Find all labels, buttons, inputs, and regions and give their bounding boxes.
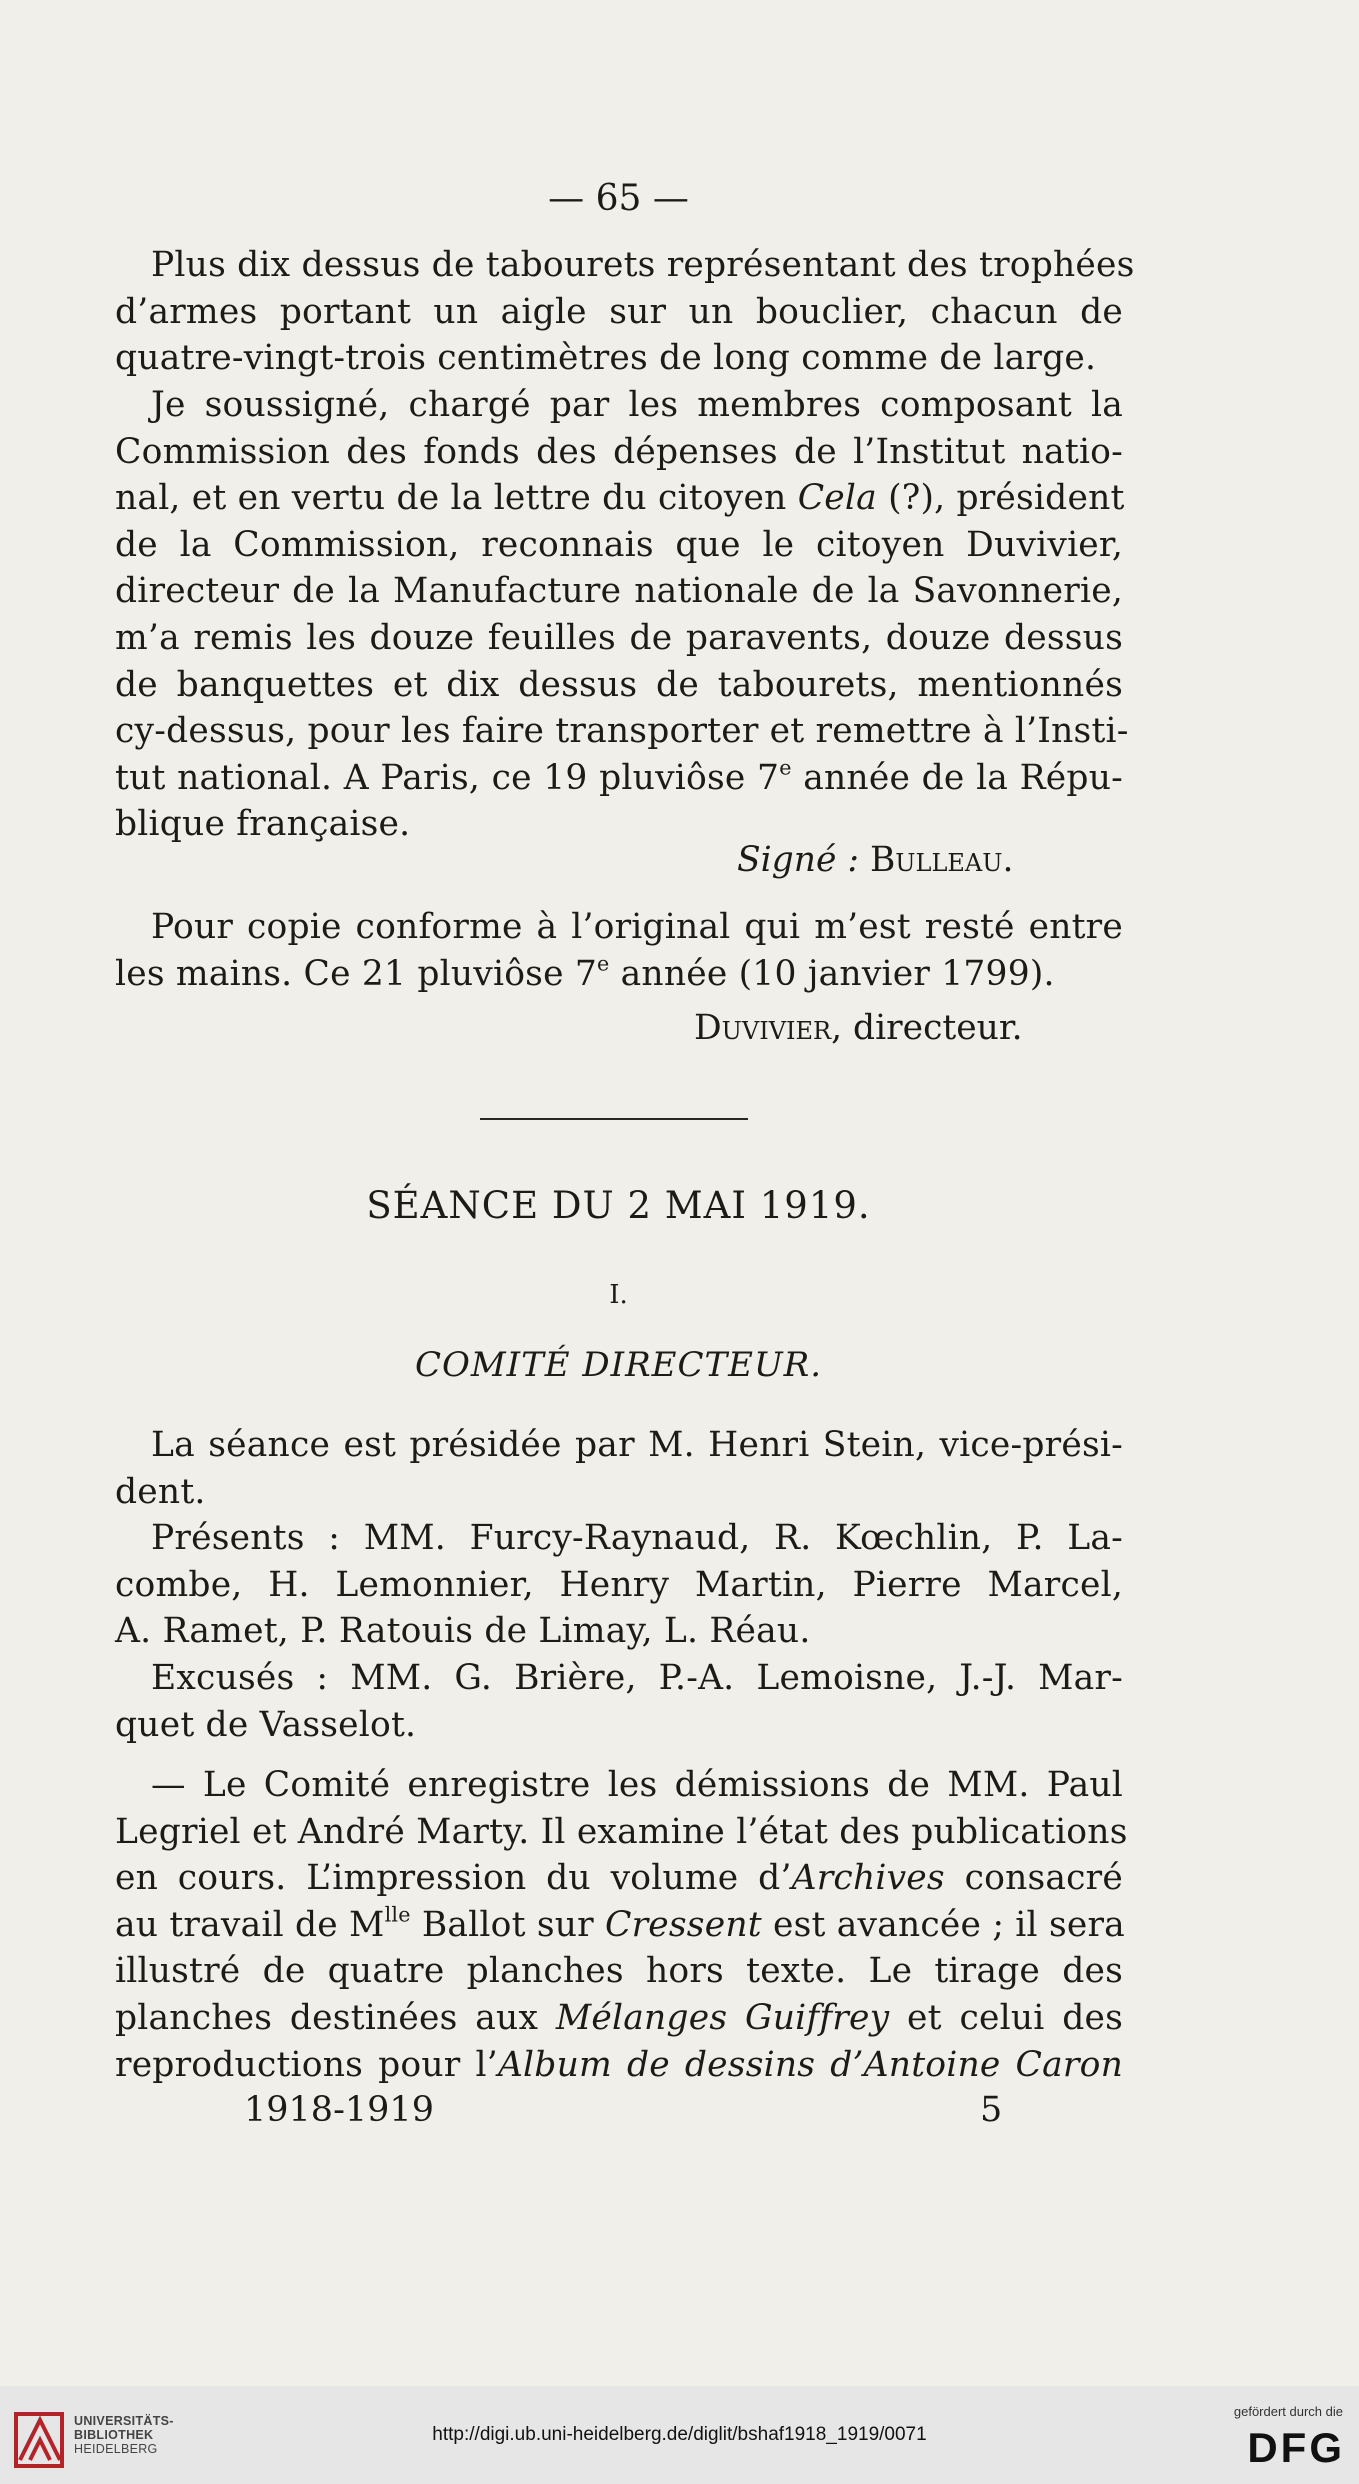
paragraph-excuses (115, 1655, 1123, 1748)
text-line: Excusés : MM. G. Brière, P.-A. Lemoisne, J.-J. Mar- (151, 1658, 1123, 1698)
signature-duvivier: Duvivier, directeur. (694, 1008, 1023, 1048)
text-line: de banquettes et dix dessus de tabourets, mentionnés (115, 664, 1123, 705)
dfg-logo: DFG (1247, 2424, 1345, 2471)
paragraph-tabourets (115, 242, 1135, 382)
text-line: Plus dix dessus de tabourets représentant des trophées (151, 245, 1135, 285)
text-line: Pour copie conforme à l’original qui m’est resté entre (151, 907, 1123, 947)
document-url[interactable]: http://digi.ub.uni-heidelberg.de/diglit/bshaf1918_1919/0071 (432, 2424, 927, 2445)
text-line: nal, et en vertu de la lettre du citoyen Cela (?), président (115, 478, 1125, 519)
text-line: quatre-vingt-trois centimètres de long comme de large. (115, 338, 1097, 379)
paragraph-presents (115, 1515, 1123, 1655)
text-line: quet de Vasselot. (115, 1704, 417, 1745)
text-line: reproductions pour l’Album de dessins d’Antoine Caron (115, 2044, 1123, 2085)
text-line: tut national. A Paris, ce 19 pluviôse 7e année de la Répu- (115, 755, 1123, 798)
section-divider (480, 1118, 748, 1120)
text-line: m’a remis les douze feuilles de paravents, douze dessus (115, 617, 1123, 658)
university-library-name: UNIVERSITÄTS- BIBLIOTHEK HEIDELBERG (74, 2414, 174, 2456)
text-line: de la Commission, reconnais que le citoyen Duvivier, (115, 524, 1123, 565)
paragraph-presidence (115, 1422, 1123, 1515)
text-line: planches destinées aux Mélanges Guiffrey et celui des (115, 1997, 1124, 2038)
paragraph-copie (115, 904, 1123, 997)
text-line: en cours. L’impression du volume d’Archives consacré (115, 1858, 1123, 1899)
text-line: illustré de quatre planches hors texte. Le tirage des (115, 1951, 1123, 1992)
text-line: Je soussigné, chargé par les membres composant la (151, 385, 1123, 425)
text-line: blique française. (115, 804, 411, 845)
text-line: Legriel et André Marty. Il examine l’état des publications (115, 1811, 1128, 1852)
signature-bulleau: Signé : Bulleau. (737, 840, 1014, 880)
funding-note: gefördert durch die (1233, 2404, 1343, 2419)
text-line: d’armes portant un aigle sur un bouclier, chacun de (115, 291, 1123, 332)
text-line: Commission des fonds des dépenses de l’Institut natio- (115, 431, 1123, 472)
footer-year: 1918-1919 (244, 2090, 434, 2130)
viewer-footer-bar (0, 2386, 1359, 2484)
text-line: directeur de la Manufacture nationale de la Savonnerie, (115, 571, 1123, 612)
section-title: COMITÉ DIRECTEUR. (414, 1345, 823, 1385)
seance-heading: SÉANCE DU 2 MAI 1919. (366, 1184, 871, 1227)
paragraph-declaration (115, 382, 1129, 848)
text-line: — Le Comité enregistre les démissions de MM. Paul (151, 1765, 1123, 1805)
paragraph-comite (115, 1762, 1128, 2088)
text-line: cy-dessus, pour les faire transporter et remettre à l’Insti- (115, 711, 1129, 752)
text-line: les mains. Ce 21 pluviôse 7e année (10 janvier 1799). (115, 951, 1055, 994)
text-line: combe, H. Lemonnier, Henry Martin, Pierre Marcel, (115, 1564, 1123, 1605)
page-number: — 65 — (548, 178, 689, 219)
text-line: au travail de $M^{lle}$ Ballot sur Cressent est avancée ; il sera (115, 1902, 1125, 1945)
footer-signature-mark: 5 (980, 2090, 1003, 2130)
text-line: A. Ramet, P. Ratouis de Limay, L. Réau. (115, 1611, 811, 1652)
text-line: dent. (115, 1471, 206, 1512)
text-line: La séance est présidée par M. Henri Stein, vice-prési- (151, 1425, 1123, 1465)
section-number: I. (609, 1280, 628, 1310)
text-line: Présents : MM. Furcy-Raynaud, R. Kœchlin, P. La- (151, 1518, 1123, 1558)
